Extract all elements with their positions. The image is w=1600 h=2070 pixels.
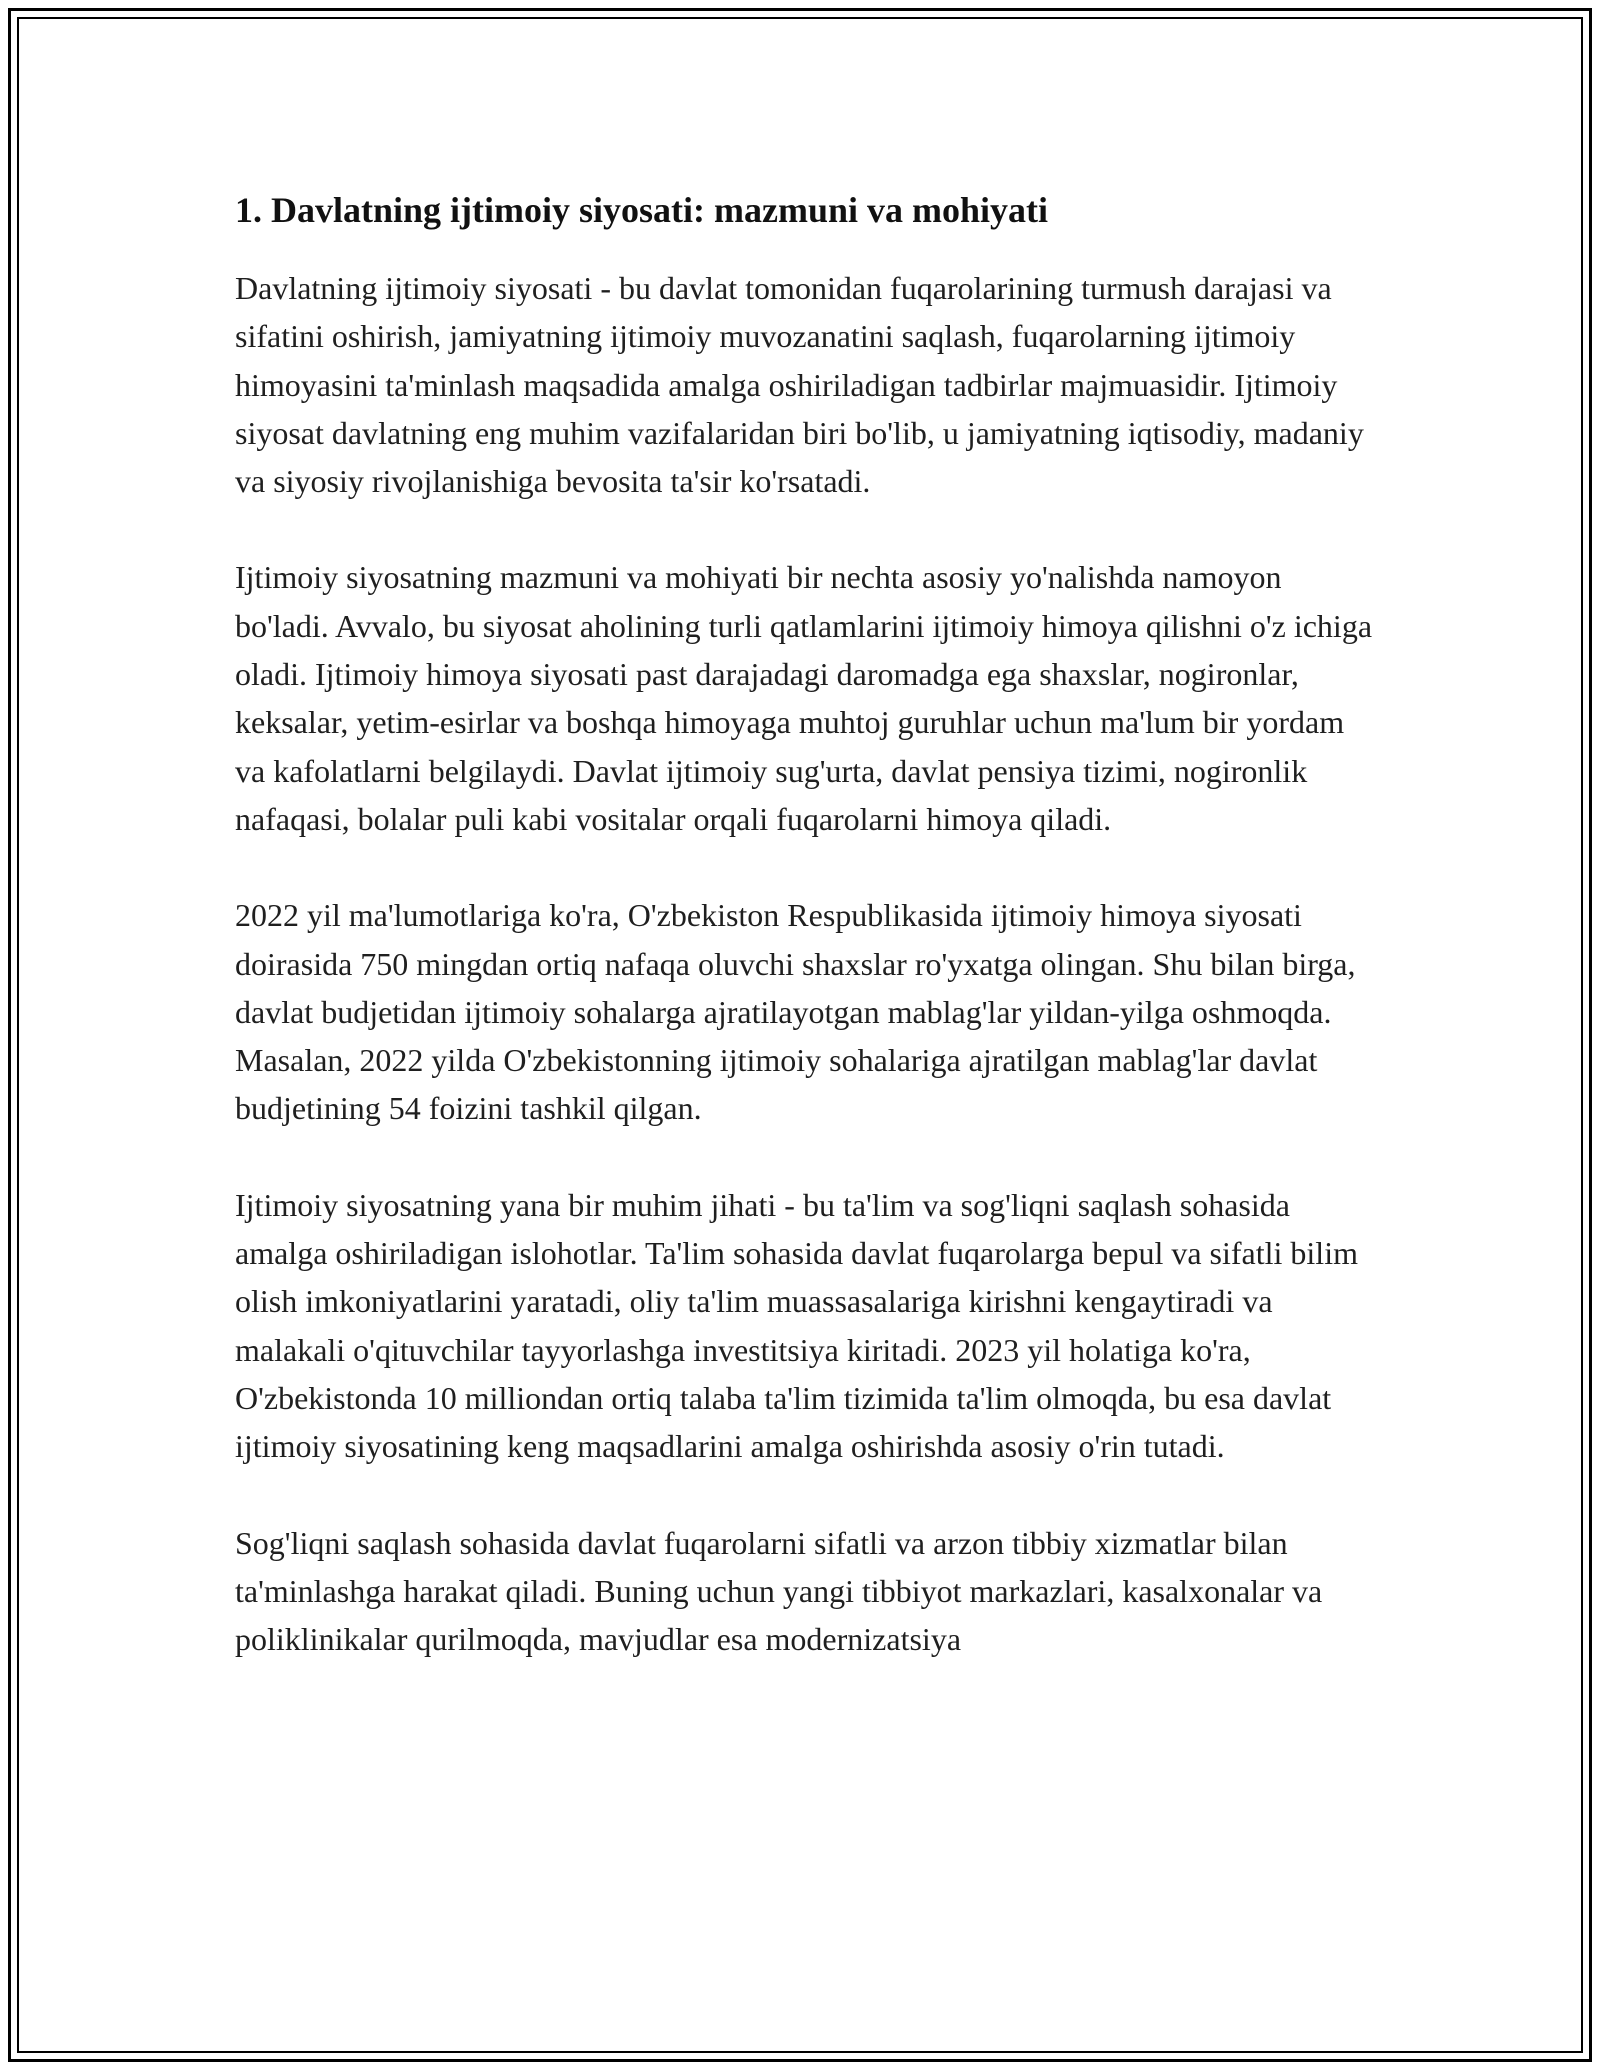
paragraph: Ijtimoiy siyosatning yana bir muhim jihati - bu ta'lim va sog'liqni saqlash sohasida amalga oshiriladigan islohotlar. Ta'lim sohasida davlat fuqarolarga bepul va sifatli bilim olish imkoniyatlarini yaratadi, oliy ta'lim muassasalariga kirishni kengaytiradi va malakali o'qituvchilar tayyorlashga investitsiya kiritadi. 2023 yil holatiga ko'ra, O'zbekistonda 10 milliondan ortiq talaba ta'lim tizimida ta'lim olmoqda, bu esa davlat ijtimoiy siyosatining keng maqsadlarini amalga oshirishda asosiy o'rin tutadi. — [235, 1186, 1358, 1465]
document-body — [235, 186, 1375, 1711]
paragraph: 2022 yil ma'lumotlariga ko'ra, O'zbekiston Respublikasida ijtimoiy himoya siyosati doirasida 750 mingdan ortiq nafaqa oluvchi shaxslar ro'yxatga olingan. Shu bilan birga, davlat budjetidan ijtimoiy sohalarga ajratilayotgan mablag'lar yildan-yilga oshmoqda. Masalan, 2022 yilda O'zbekistonning ijtimoiy sohalariga ajratilgan mablag'lar davlat budjetining 54 foizini tashkil qilgan. — [235, 897, 1356, 1127]
paragraph: Davlatning ijtimoiy siyosati - bu davlat tomonidan fuqarolarining turmush darajasi va sifatini oshirish, jamiyatning ijtimoiy muvozanatini saqlash, fuqarolarning ijtimoiy himoyasini ta'minlash maqsadida amalga oshiriladigan tadbirlar majmuasidir. Ijtimoiy siyosat davlatning eng muhim vazifalaridan biri bo'lib, u jamiyatning iqtisodiy, madaniy va siyosiy rivojlanishiga bevosita ta'sir ko'rsatadi. — [235, 270, 1364, 500]
paragraph: Ijtimoiy siyosatning mazmuni va mohiyati bir nechta asosiy yo'nalishda namoyon bo'ladi. Avvalo, bu siyosat aholining turli qatlamlarini ijtimoiy himoya qilishni o'z ichiga oladi. Ijtimoiy himoya siyosati past darajadagi daromadga ega shaxslar, nogironlar, keksalar, yetim-esirlar va boshqa himoyaga muhtoj guruhlar uchun ma'lum bir yordam va kafolatlarni belgilaydi. Davlat ijtimoiy sug'urta, davlat pensiya tizimi, nogironlik nafaqasi, bolalar puli kabi vositalar orqali fuqarolarni himoya qiladi. — [235, 559, 1373, 837]
paragraph: Sog'liqni saqlash sohasida davlat fuqarolarni sifatli va arzon tibbiy xizmatlar bilan ta'minlashga harakat qiladi. Buning uchun yangi tibbiyot markazlari, kasalxonalar va poliklinikalar qurilmoqda, mavjudlar esa modernizatsiya — [235, 1524, 1323, 1658]
section-heading: 1. Davlatning ijtimoiy siyosati: mazmuni va mohiyati — [235, 190, 1049, 230]
